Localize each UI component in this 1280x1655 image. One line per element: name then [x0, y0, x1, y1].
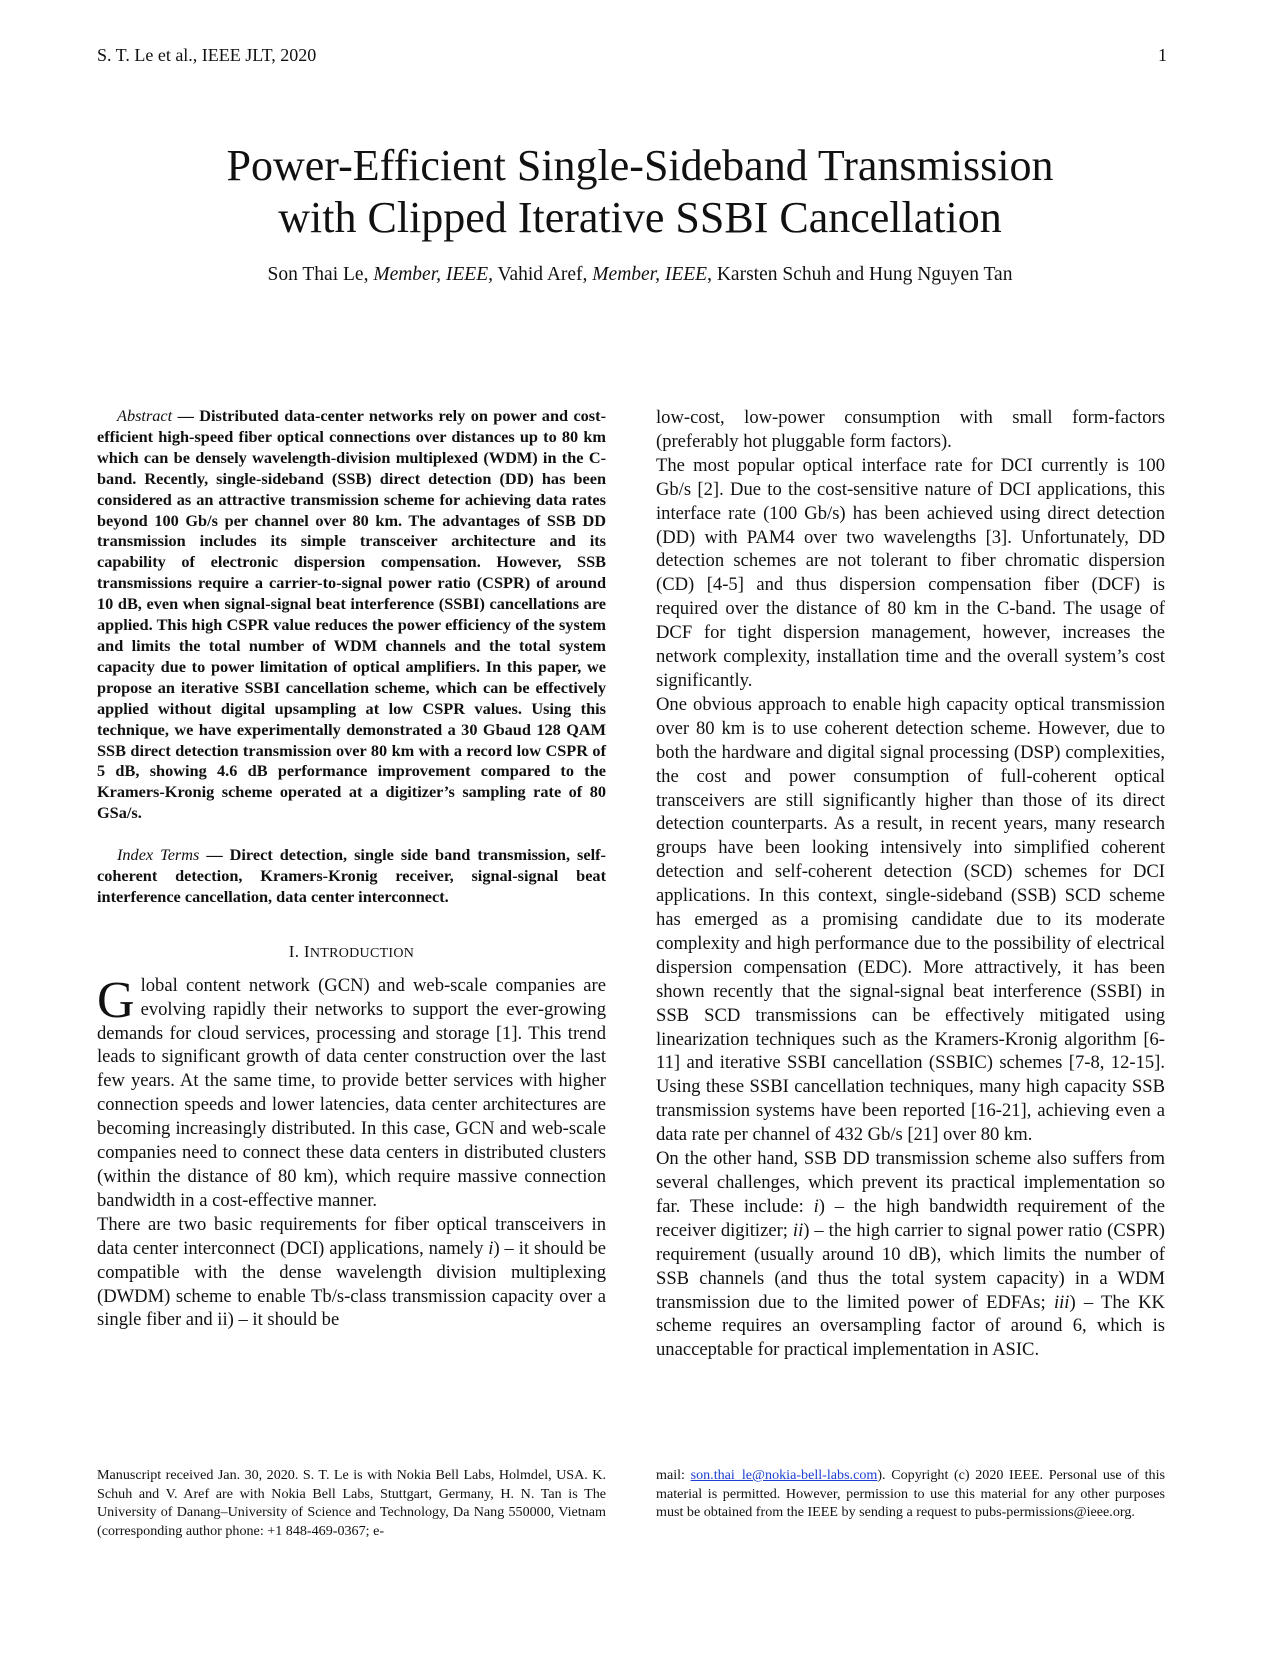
title-line-1: Power-Efficient Single-Sideband Transmission [226, 141, 1054, 190]
abstract-text: — Distributed data-center networks rely on power and cost-efficient high-speed fiber optical connections over distances up to 80 km which can be densely wavelength-division multiplexed (WDM) in the C-band. Recently, single-sideband (SSB) direct detection (DD) has been considered as an attractive transmission scheme for achieving data rates beyond 100 Gb/s per channel over 80 km. The advantages of SSB DD transmission includes its simple transceiver architecture and its capability of electronic dispersion compensation. However, SSB transmissions require a carrier-to-signal power ratio (CSPR) of around 10 dB, even when signal-signal beat interference (SSBI) cancellations are applied. This high CSPR value reduces the power efficiency of the system and limits the total number of WDM channels and the total system capacity due to power limitation of optical amplifiers. In this paper, we propose an iterative SSBI cancellation scheme, which can be effectively applied without digital upsampling at low CSPR values. Using this technique, we have experimentally demonstrated a 30 Gbaud 128 QAM SSB direct detection transmission over 80 km with a record low CSPR of 5 dB, showing 4.6 dB performance improvement compared to the Kramers-Kronig scheme operated at a digitizer’s sampling rate of 80 GSa/s. [97, 406, 606, 823]
drop-cap: G [97, 971, 135, 1029]
abstract [97, 406, 606, 824]
roman-i: i [813, 1195, 819, 1217]
author-2-role: Member, IEEE [592, 264, 708, 285]
intro-paragraph-2-text-a: There are two basic requirements for fiber optical transceivers in data center interconnect (DCI) applications, namely [97, 1213, 606, 1259]
roman-iii: iii [1053, 1291, 1070, 1313]
footnote-right [656, 1466, 1165, 1522]
footnote-left: Manuscript received Jan. 30, 2020. S. T. Le is with Nokia Bell Labs, Holmdel, USA. K. Schuh and V. Aref are with Nokia Bell Labs, Stuttgart, Germany, H. N. Tan is The University of Danang–University of Science and Technology, Da Nang 550000, Vietnam (corresponding author phone: +1 848-469-0367; e- [97, 1467, 606, 1539]
footnote-right-text: ). Copyright (c) 2020 IEEE. Personal use of this material is permitted. However, permission to use this material for any other purposes must be obtained from the IEEE by sending a request to pubs-permissions@ieee.org. [656, 1467, 1165, 1521]
right-paragraph-4-text-c: ) – the high carrier to signal power ratio (CSPR) requirement (usually around 10 dB), which limits the number of SSB channels (and thus the total system capacity) in a WDM transmission due to the limited power of EDFAs; [656, 1219, 1165, 1313]
author-2: Vahid Aref, [493, 264, 593, 285]
right-paragraph-1: low-cost, low-power consumption with small form-factors (preferably hot pluggable form factors). [656, 407, 1165, 452]
right-paragraph-4-text-a: On the other hand, SSB DD transmission scheme also suffers from several challenges, which prevent its practical implementation so far. These include: [656, 1148, 1165, 1217]
running-header: S. T. Le et al., IEEE JLT, 2020 [97, 45, 317, 65]
abstract-label: Abstract [117, 406, 173, 425]
intro-paragraph-2-text-b: ) – it should be compatible with the dense wavelength division multiplexing (DWDM) scheme to enable Tb/s-class transmission capacity over a single fiber and ii) – it should be [97, 1237, 606, 1331]
authors-rest: , Karsten Schuh and Hung Nguyen Tan [707, 264, 1013, 285]
page-number: 1 [1158, 45, 1167, 65]
index-terms [97, 845, 606, 908]
section-number: I. [288, 941, 300, 961]
right-paragraph-3: One obvious approach to enable high capacity optical transmission over 80 km is to use coherent detection scheme. However, due to both the hardware and digital signal processing (DSP) complexities, the cost and power consumption of full-coherent optical transceivers are still significantly higher than those of its direct detection counterparts. As a result, in recent years, many research groups have been looking intensively into simplified coherent detection and self-coherent detection (SCD) schemes for DCI applications. In this context, single-sideband (SSB) SCD scheme has emerged as a promising candidate due to its moderate complexity and high performance due to the possibility of electrical dispersion compensation (EDC). More attractively, it has been shown recently that the signal-signal beat interference (SSBI) in SSB SCD transmissions can be effectively mitigated using linearization techniques such as the Kramers-Kronig algorithm [6-11] and iterative SSBI cancellation (SSBIC) schemes [7-8, 12-15]. Using these SSBI cancellation techniques, many high capacity SSB transmission systems have been reported [16-21], achieving even a data rate per channel of 432 Gb/s [21] over 80 km. [656, 693, 1165, 1146]
roman-ii: ii [792, 1219, 804, 1241]
email-link[interactable]: son.thai_le@nokia-bell-labs.com [690, 1467, 878, 1483]
right-column [656, 406, 1165, 1362]
author-1: Son Thai Le, [267, 264, 374, 285]
section-heading [97, 940, 606, 966]
right-paragraph-4 [656, 1147, 1165, 1362]
left-column [97, 406, 606, 1332]
intro-paragraph-2 [97, 1213, 606, 1333]
section-first-letter: I [303, 941, 310, 961]
intro-paragraph-1-text: lobal content network (GCN) and web-scale companies are evolving rapidly their networks to support the ever-growing demands for cloud services, processing and storage [1]. This trend leads to significant growth of data center construction over the last few years. At the same time, to provide better services with higher connection speeds and lower latencies, data center architectures are becoming increasingly distributed. In this case, GCN and web-scale companies need to connect these data centers in distributed clusters (within the distance of 80 km), which require massive connection bandwidth in a cost-effective manner. [97, 974, 606, 1211]
paper-title [0, 140, 1280, 244]
author-1-role: Member, IEEE, [373, 264, 493, 285]
right-paragraph-4-text-b: ) – the high bandwidth requirement of the receiver digitizer; [656, 1195, 1165, 1241]
section-title-rest: NTRODUCTION [309, 945, 415, 961]
right-paragraph-4-text-d: ) – The KK scheme requires an oversampling factor of around 6, which is unacceptable for practical implementation in ASIC. [656, 1291, 1165, 1361]
index-terms-text: — Direct detection, single side band transmission, self-coherent detection, Kramers-Kronig receiver, signal-signal beat interference cancellation, data center interconnect. [97, 845, 606, 906]
title-line-2: with Clipped Iterative SSBI Cancellation [278, 193, 1002, 242]
intro-paragraph-1 [97, 971, 606, 1213]
footnote-mail-prefix: mail: [656, 1467, 691, 1483]
index-terms-label: Index Terms [117, 845, 200, 865]
right-paragraph-2: The most popular optical interface rate for DCI currently is 100 Gb/s [2]. Due to the cost-sensitive nature of DCI applications, this interface rate (100 Gb/s) has been achieved using direct detection (DD) with PAM4 over two wavelengths [3]. Unfortunately, DD detection schemes are not tolerant to fiber chromatic dispersion (CD) [4-5] and thus dispersion compensation fiber (DCF) is required over the distance of 80 km in the C-band. The usage of DCF for tight dispersion management, however, increases the network complexity, installation time and the overall system’s cost significantly. [656, 454, 1165, 691]
author-list [0, 264, 1280, 286]
roman-i: i [488, 1237, 494, 1259]
